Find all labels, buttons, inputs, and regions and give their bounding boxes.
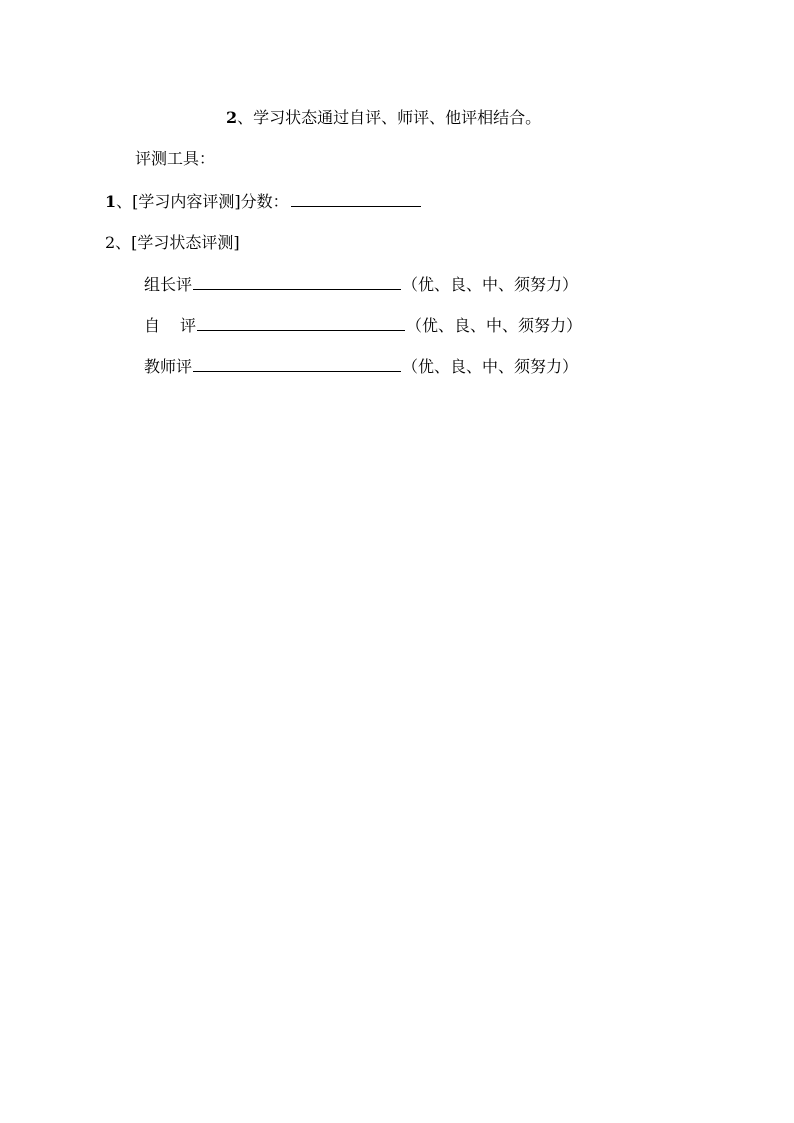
statement-number: 2 (226, 108, 238, 127)
tools-label: 评测工具： (135, 149, 216, 168)
eval-row-teacher (144, 357, 578, 377)
status-eval-item (105, 233, 240, 253)
eval-options: （优、良、中、须努力） (406, 316, 583, 335)
content-eval-item (105, 192, 421, 212)
eval-label-first: 自 (144, 316, 161, 335)
score-blank-line[interactable] (291, 192, 421, 207)
statement-text: 、学习状态通过自评、师评、他评相结合。 (237, 108, 542, 127)
eval-row-group-leader (144, 275, 578, 295)
eval-label-second: 评 (180, 316, 197, 335)
eval-blank-line[interactable] (193, 357, 401, 372)
status-eval-label: 2、[学习状态评测] (105, 233, 240, 252)
eval-options: （优、良、中、须努力） (402, 275, 579, 294)
content-eval-label: 、[学习内容评测]分数： (116, 192, 289, 211)
item-number: 1 (105, 192, 117, 211)
status-eval-statement (226, 108, 541, 128)
eval-options: （优、良、中、须努力） (402, 357, 579, 376)
eval-blank-line[interactable] (197, 316, 405, 331)
eval-label: 教师评 (144, 357, 193, 376)
eval-blank-line[interactable] (193, 275, 401, 290)
tools-heading (135, 149, 215, 169)
eval-row-self (144, 316, 582, 336)
eval-label: 组长评 (144, 275, 193, 294)
